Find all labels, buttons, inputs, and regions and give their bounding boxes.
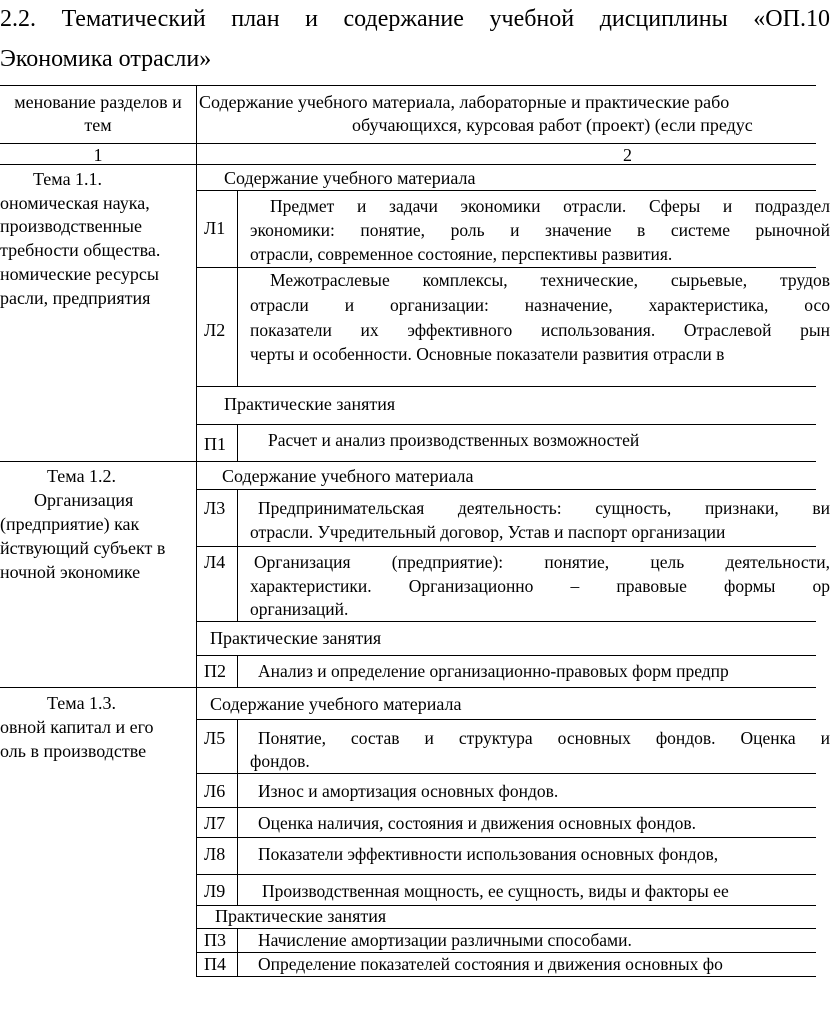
heading-word: дисциплины [599, 6, 728, 32]
heading-word: 2.2. [0, 6, 36, 32]
heading-word: содержание [343, 6, 464, 32]
code-separator [237, 489, 238, 621]
topic-line: ономическая наука, [0, 193, 150, 213]
topic-line: Тема 1.2. [47, 466, 117, 486]
lesson-text-line: организаций. [250, 599, 349, 619]
code-separator [237, 719, 238, 905]
heading-word: и [305, 6, 318, 32]
practice-text: Начисление амортизации различными способами. [258, 930, 632, 950]
code-separator [237, 928, 238, 976]
lesson-text-line: Производственная мощность, ее сущность, виды и факторы ее [262, 881, 729, 901]
row-border [196, 190, 816, 191]
practice-label: Практические занятия [210, 628, 382, 648]
lesson-code: Л9 [204, 881, 226, 901]
row-border [196, 621, 816, 622]
lesson-code: Л1 [204, 218, 226, 238]
topic-line: йствующий субъект в [0, 538, 166, 558]
practice-code: П3 [204, 930, 226, 950]
topic-line: (предприятие) как [0, 514, 140, 534]
practice-text: Определение показателей состояния и движения основных фо [258, 954, 723, 974]
heading-word: план [231, 6, 280, 32]
heading-line-1 [0, 4, 830, 34]
col2-number: 2 [623, 145, 632, 165]
row-border [196, 546, 816, 547]
table-bottom-border [196, 976, 816, 977]
topic-line: номические ресурсы [0, 264, 159, 284]
topic-line: расли, предприятия [0, 288, 151, 308]
lesson-code: Л8 [204, 844, 226, 864]
lesson-code: Л3 [204, 498, 226, 518]
section2-bottom-border [0, 687, 816, 688]
row-border [196, 424, 816, 425]
row-border [196, 874, 816, 875]
lesson-text-line: Понятие, состав и структура основных фондов. Оценка и [258, 728, 830, 748]
row-border [196, 807, 816, 808]
lesson-text-line: Износ и амортизация основных фондов. [258, 781, 559, 801]
content-label: Содержание учебного материала [222, 466, 474, 486]
col1-header-line-1: менование разделов и [14, 92, 182, 112]
practice-code: П1 [204, 434, 226, 454]
col1-number: 1 [93, 145, 103, 165]
lesson-text-line: Организация (предприятие): понятие, цель деятельности, [254, 552, 830, 572]
lesson-text-line: отрасли. Учредительный договор, Устав и паспорт организации [250, 522, 726, 542]
lesson-text-line: Межотраслевые комплексы, технические, сырьевые, трудов [270, 270, 830, 290]
code-separator [237, 190, 238, 386]
code-separator [237, 655, 238, 687]
practice-code: П4 [204, 954, 226, 974]
lesson-text-line: отрасли, современное состояние, перспективы развития. [250, 244, 673, 264]
lesson-code: Л2 [204, 320, 226, 340]
lesson-text-line: фондов. [250, 751, 310, 771]
practice-text: Анализ и определение организационно-правовых форм предпр [258, 661, 729, 681]
heading-line-2: Экономика отрасли» [0, 46, 212, 72]
col2-header-line-2: обучающихся, курсовая работ (проект) (если предус [352, 115, 753, 135]
col2-header-line-1: Содержание учебного материала, лабораторные и практические рабо [199, 92, 730, 112]
lesson-code: Л7 [204, 813, 226, 833]
lesson-text-line: Предпринимательская деятельность: сущность, признаки, ви [258, 498, 830, 518]
topic-line: Организация [34, 490, 134, 510]
row-border [196, 386, 816, 387]
lesson-text-line: черты и особенности. Основные показатели развития отрасли в [250, 344, 725, 364]
heading-word: учебной [489, 6, 575, 32]
lesson-text-line: Показатели эффективности использования основных фондов, [258, 844, 719, 864]
topic-line: овной капитал и его [0, 717, 154, 737]
heading-word: «ОП.10 [753, 6, 830, 32]
row-border [196, 489, 816, 490]
content-label: Содержание учебного материала [224, 168, 476, 188]
row-border [196, 837, 816, 838]
row-border [196, 719, 816, 720]
practice-label: Практические занятия [224, 394, 396, 414]
section1-bottom-border [0, 461, 816, 462]
code-separator [237, 424, 238, 461]
lesson-code: Л5 [204, 728, 226, 748]
lesson-text-line: Оценка наличия, состояния и движения основных фондов. [258, 813, 697, 833]
lesson-text-line: характеристики. Организационно – правовые формы ор [250, 576, 830, 596]
topic-line: Тема 1.1. [33, 169, 103, 189]
practice-label: Практические занятия [215, 906, 387, 926]
topic-line: ночной экономике [0, 562, 141, 582]
lesson-text-line: отрасли и организации: назначение, характеристика, осо [250, 295, 830, 315]
practice-text: Расчет и анализ производственных возможностей [268, 430, 640, 450]
column-separator [196, 85, 197, 976]
practice-code: П2 [204, 661, 226, 681]
lesson-text-line: показатели их эффективного использования. Отраслевой рын [250, 320, 830, 340]
lesson-code: Л4 [204, 552, 226, 572]
heading-word: Тематический [61, 6, 206, 32]
col1-header-line-2: тем [84, 115, 112, 135]
lesson-text-line: Предмет и задачи экономики отрасли. Сферы и подраздел [270, 196, 830, 216]
row-border [196, 773, 816, 774]
topic-line: требности общества. [0, 240, 161, 260]
lesson-code: Л6 [204, 781, 226, 801]
topic-line: производственные [0, 216, 142, 236]
table-top-border [0, 85, 816, 86]
topic-line: оль в производстве [0, 741, 147, 761]
lesson-text-line: экономики: понятие, роль и значение в системе рыночной [250, 220, 830, 240]
topic-line: Тема 1.3. [47, 693, 117, 713]
content-label: Содержание учебного материала [210, 694, 462, 714]
row-border [196, 655, 816, 656]
